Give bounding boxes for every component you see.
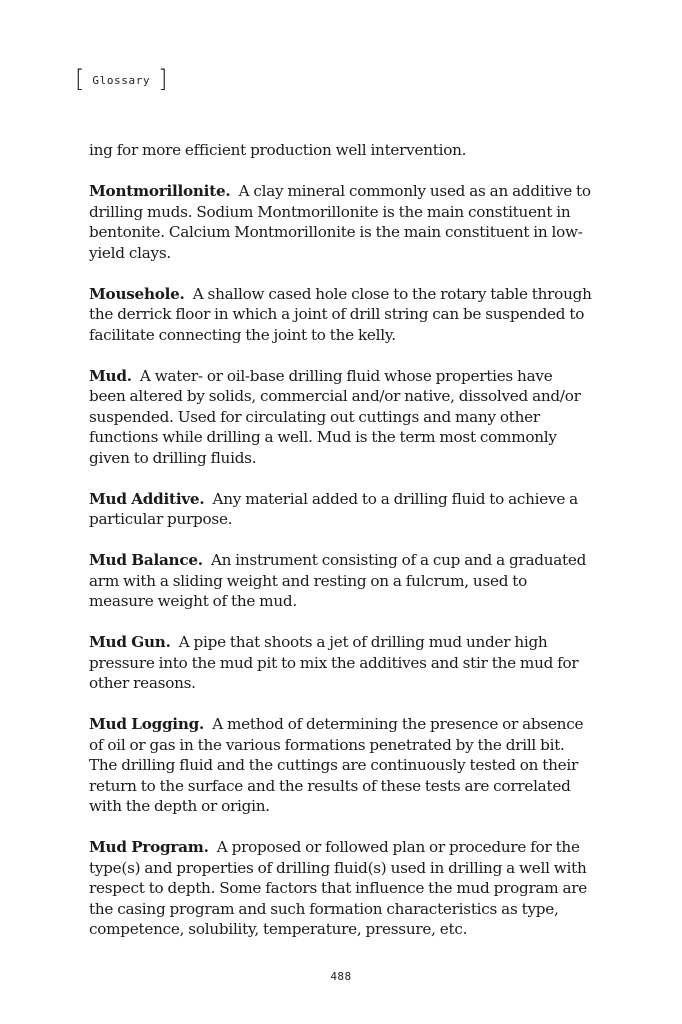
glossary-term: Mud Gun.	[89, 633, 171, 651]
glossary-definition: Any material added to a drilling fluid to achieve a particular purpose.	[89, 489, 578, 528]
glossary-entry-mud-gun	[89, 632, 592, 694]
glossary-entry-mud-logging	[89, 714, 592, 817]
glossary-entry-mousehole	[89, 284, 592, 346]
glossary-term: Mud Logging.	[89, 715, 205, 733]
glossary-definition: A water- or oil-base drilling fluid whose properties have been altered by solids, commercial and/or native, dissolved and/or suspended. Used for circulating out cuttings and many other functions while drilling a well. Mud is the term most commonly given to drilling fluids.	[89, 366, 581, 467]
glossary-term: Mud.	[89, 366, 132, 385]
glossary-entry-mud-program	[89, 837, 592, 940]
glossary-body	[89, 140, 592, 940]
glossary-entry-mud-additive	[89, 489, 592, 530]
continuation-paragraph: ing for more efficient production well intervention.	[89, 141, 467, 159]
glossary-term: Mud Additive.	[89, 489, 205, 508]
running-head-close-bracket: ]	[158, 65, 168, 93]
page-number: 488	[330, 970, 352, 983]
glossary-definition: An instrument consisting of a cup and a graduated arm with a sliding weight and resting on a fulcrum, used to measure weight of the mud.	[89, 551, 587, 610]
glossary-entry-mud-balance	[89, 550, 592, 612]
glossary-definition: A proposed or followed plan or procedure for the type(s) and properties of drilling fluid(s) used in drilling a well with respect to depth. Some factors that influence the mud program are the casing program and such formation characteristics as type, competence, solubility, temperature, pressure, etc.	[89, 838, 588, 938]
glossary-term: Mud Program.	[89, 838, 209, 856]
running-head	[75, 66, 168, 92]
glossary-definition: A method of determining the presence or absence of oil or gas in the various formations penetrated by the drill bit. The drilling fluid and the cuttings are continuously tested on their return to the surface and the results of these tests are correlated with the depth or origin.	[89, 715, 584, 815]
glossary-definition: A shallow cased hole close to the rotary table through the derrick floor in which a joint of drill string can be suspended to facilitate connecting the joint to the kelly.	[89, 284, 592, 344]
glossary-term: Mud Balance.	[89, 551, 203, 569]
glossary-term: Mousehole.	[89, 284, 185, 303]
running-head-open-bracket: [	[75, 65, 85, 93]
running-head-label: Glossary	[92, 73, 151, 87]
glossary-entry-montmorillonite	[89, 181, 592, 263]
glossary-entry-mud	[89, 366, 592, 469]
glossary-term: Montmorillonite.	[89, 182, 231, 200]
glossary-definition: A pipe that shoots a jet of drilling mud under high pressure into the mud pit to mix the additives and stir the mud for other reasons.	[89, 633, 579, 692]
glossary-definition: A clay mineral commonly used as an additive to drilling muds. Sodium Montmorillonite is the main constituent in bentonite. Calcium Montmorillonite is the main constituent in low-yield clays.	[89, 182, 591, 262]
